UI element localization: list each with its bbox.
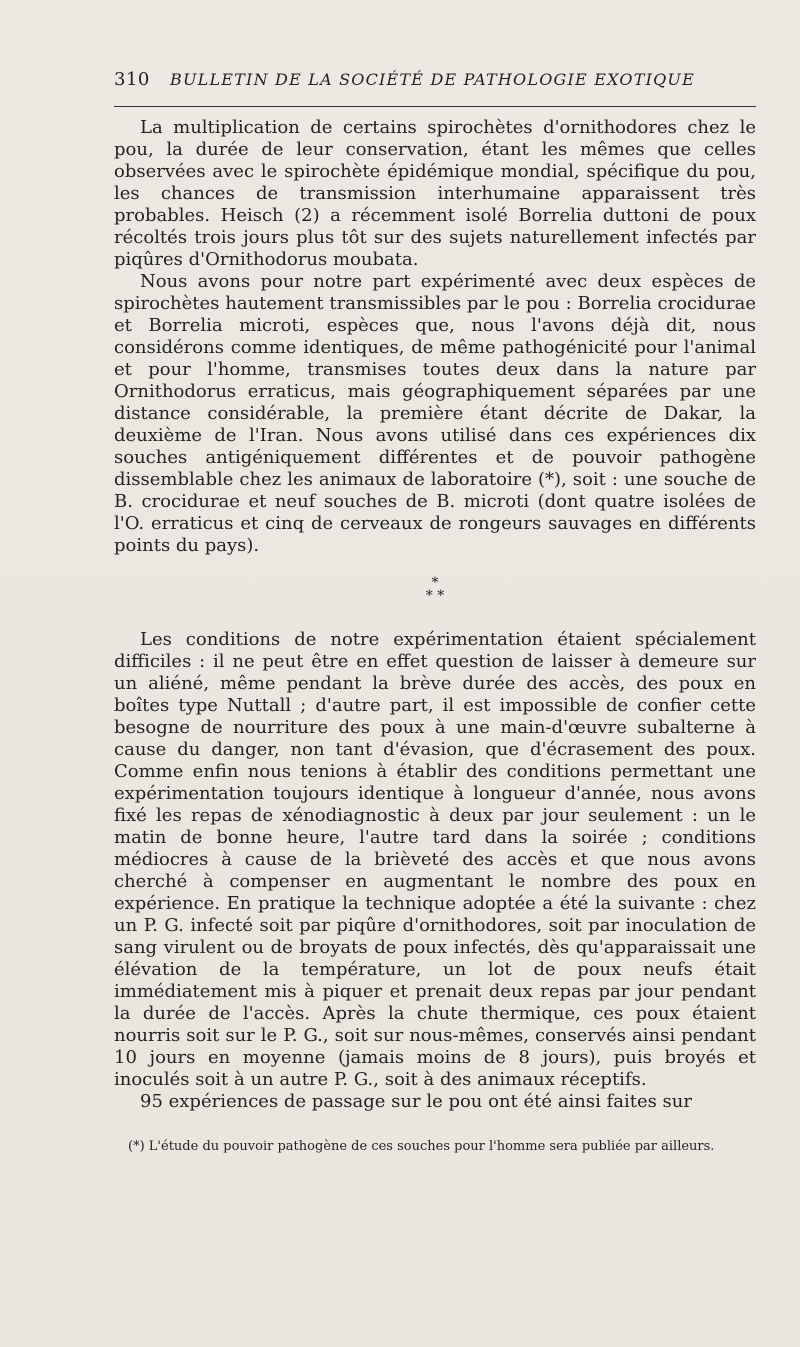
paragraph-4: 95 expériences de passage sur le pou ont été ainsi faites sur	[140, 1091, 692, 1112]
paragraph-3: Les conditions de notre expérimentation étaient spécialement difficiles : il ne peut être en effet question de laisser à demeure sur un aliéné, même pendant la brève durée des accès, des poux en boîtes type Nuttall ; d'autre part, il est impossible de confier cette besogne de nourriture des poux à une main-d'œuvre subalterne à cause du danger, non tant d'évasion, que d'écrasement des poux. Comme enfin nous tenions à établir des conditions permettant une expérimentation toujours identique à longueur d'année, nous avons fixé les repas de xénodiagnostic à deux par jour seulement : un le matin de bonne heure, l'autre tard dans la soirée ; conditions médiocres à cause de la brièveté des accès et que nous avons cherché à compenser en augmentant le nombre des poux en expérience. En pratique la technique adoptée a été la suivante : chez un P. G. infecté soit par piqûre d'ornithodores, soit par inoculation de sang virulent ou de broyats de poux infectés, dès qu'apparaissait une élévation de la température, un lot de poux neufs était immédiatement mis à piquer et prenait deux repas par jour pendant la durée de l'accès. Après la chute thermique, ces poux étaient nourris soit sur le P. G., soit sur nous-mêmes, conservés ainsi pendant 10 jours en moyenne (jamais moins de 8 jours), puis broyés et inoculés soit à un autre P. G., soit à des animaux réceptifs.	[114, 629, 756, 1090]
footnote	[114, 1139, 756, 1155]
footnote-mark: (*)	[128, 1139, 145, 1154]
section-separator	[114, 577, 756, 603]
header-rule	[114, 106, 756, 107]
body-text	[114, 117, 756, 1113]
page-number: 310	[114, 69, 150, 90]
separator-star-top: *	[431, 575, 439, 591]
paragraph-1: La multiplication de certains spirochètes d'ornithodores chez le pou, la durée de leur conservation, étant les mêmes que celles observées avec le spirochète épidémique mondial, spécifique du pou, les chances de transmission interhumaine apparaissent très probables. Heisch (2) a récemment isolé Borrelia duttoni de poux récoltés trois jours plus tôt sur des sujets naturellement infectés par piqûres d'Ornithodorus moubata.	[114, 117, 756, 270]
journal-title: BULLETIN DE LA SOCIÉTÉ DE PATHOLOGIE EXOTIQUE	[170, 70, 695, 89]
paragraph-2: Nous avons pour notre part expérimenté avec deux espèces de spirochètes hautement transmissibles par le pou : Borrelia crocidurae et Borrelia microti, espèces que, nous l'avons déjà dit, nous considérons comme identiques, de même pathogénicité pour l'animal et pour l'homme, transmises toutes deux dans la nature par Ornithodorus erraticus, mais géographiquement séparées par une distance considérable, la première étant décrite de Dakar, la deuxième de l'Iran. Nous avons utilisé dans ces expériences dix souches antigéniquement différentes et de pouvoir pathogène dissemblable chez les animaux de laboratoire (*), soit : une souche de B. crocidurae et neuf souches de B. microti (dont quatre isolées de l'O. erraticus et cinq de cerveaux de rongeurs sauvages en différents points du pays).	[114, 271, 756, 556]
footnote-text: L'étude du pouvoir pathogène de ces souches pour l'homme sera publiée par ailleurs.	[148, 1139, 715, 1154]
running-head	[114, 68, 756, 92]
separator-star-bottom: * *	[425, 588, 445, 604]
